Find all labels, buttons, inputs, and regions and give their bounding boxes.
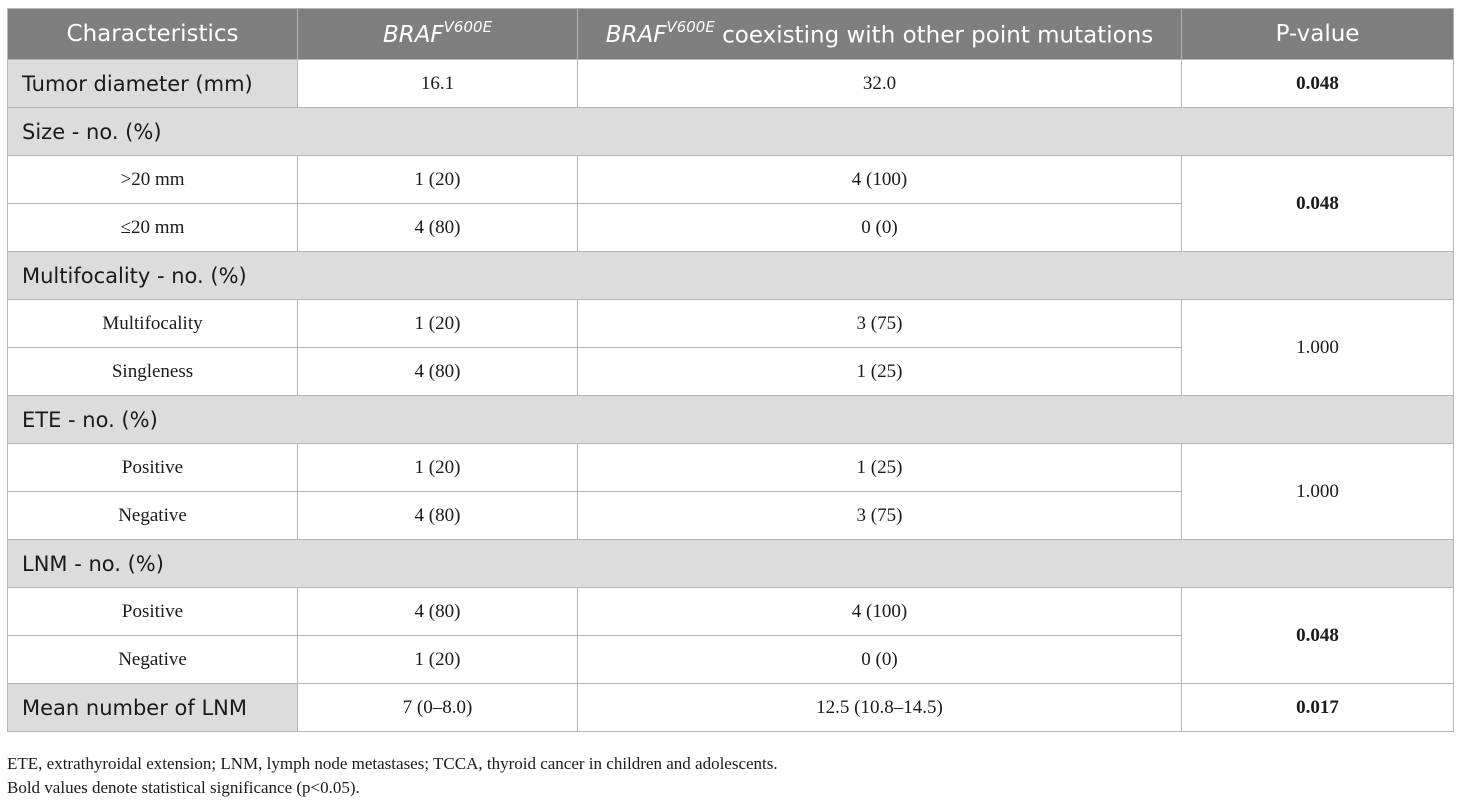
section-row-lnm xyxy=(8,540,1454,588)
cell-coexist: 12.5 (10.8–14.5) xyxy=(578,684,1182,732)
cell-p-value: 1.000 xyxy=(1182,444,1454,540)
cell-braf: 4 (80) xyxy=(298,588,578,636)
row-label: ≤20 mm xyxy=(8,204,298,252)
header-braf: $BRAF^{V600E}$ xyxy=(298,9,578,60)
table-row-tumor-diameter xyxy=(8,60,1454,108)
cell-coexist: 3 (75) xyxy=(578,492,1182,540)
cell-braf: 4 (80) xyxy=(298,348,578,396)
cell-coexist: 4 (100) xyxy=(578,156,1182,204)
section-title: LNM - no. (%) xyxy=(8,540,1454,588)
cell-braf: 7 (0–8.0) xyxy=(298,684,578,732)
cell-coexist: 1 (25) xyxy=(578,444,1182,492)
cell-braf: 1 (20) xyxy=(298,156,578,204)
cell-coexist: 3 (75) xyxy=(578,300,1182,348)
table-row xyxy=(8,156,1454,204)
header-row xyxy=(8,9,1454,60)
cell-braf: 4 (80) xyxy=(298,204,578,252)
section-title: Multifocality - no. (%) xyxy=(8,252,1454,300)
header-p-value: P-value xyxy=(1182,9,1454,60)
row-label: Negative xyxy=(8,492,298,540)
section-row-multifocality xyxy=(8,252,1454,300)
section-title: Size - no. (%) xyxy=(8,108,1454,156)
cell-braf: 1 (20) xyxy=(298,444,578,492)
header-braf-coexisting: $BRAF^{V600E}$ coexisting with other point mutations xyxy=(578,9,1182,60)
footnote-significance: Bold values denote statistical significance (p<0.05). xyxy=(7,778,360,797)
cell-coexist: 4 (100) xyxy=(578,588,1182,636)
table-row xyxy=(8,300,1454,348)
cell-coexist: 1 (25) xyxy=(578,348,1182,396)
table-row xyxy=(8,588,1454,636)
cell-p-value: 0.048 xyxy=(1182,60,1454,108)
footnote-abbreviations: ETE, extrathyroidal extension; LNM, lymph node metastases; TCCA, thyroid cancer in children and adolescents. xyxy=(7,754,778,773)
cell-coexist: 32.0 xyxy=(578,60,1182,108)
cell-p-value: 1.000 xyxy=(1182,300,1454,396)
row-label: Positive xyxy=(8,588,298,636)
cell-p-value: 0.048 xyxy=(1182,156,1454,252)
cell-braf: 4 (80) xyxy=(298,492,578,540)
table-row-mean-lnm xyxy=(8,684,1454,732)
cell-braf: 1 (20) xyxy=(298,300,578,348)
section-row-size xyxy=(8,108,1454,156)
section-title: ETE - no. (%) xyxy=(8,396,1454,444)
section-row-ete xyxy=(8,396,1454,444)
row-label: Singleness xyxy=(8,348,298,396)
cell-p-value: 0.017 xyxy=(1182,684,1454,732)
row-label: >20 mm xyxy=(8,156,298,204)
cell-p-value: 0.048 xyxy=(1182,588,1454,684)
cell-braf: 1 (20) xyxy=(298,636,578,684)
row-label: Tumor diameter (mm) xyxy=(8,60,298,108)
characteristics-table xyxy=(7,8,1454,732)
footnotes xyxy=(7,752,778,800)
table-row xyxy=(8,444,1454,492)
characteristics-table-container xyxy=(7,8,1453,732)
cell-coexist: 0 (0) xyxy=(578,636,1182,684)
row-label: Positive xyxy=(8,444,298,492)
cell-coexist: 0 (0) xyxy=(578,204,1182,252)
row-label: Mean number of LNM xyxy=(8,684,298,732)
header-characteristics: Characteristics xyxy=(8,9,298,60)
row-label: Negative xyxy=(8,636,298,684)
cell-braf: 16.1 xyxy=(298,60,578,108)
row-label: Multifocality xyxy=(8,300,298,348)
